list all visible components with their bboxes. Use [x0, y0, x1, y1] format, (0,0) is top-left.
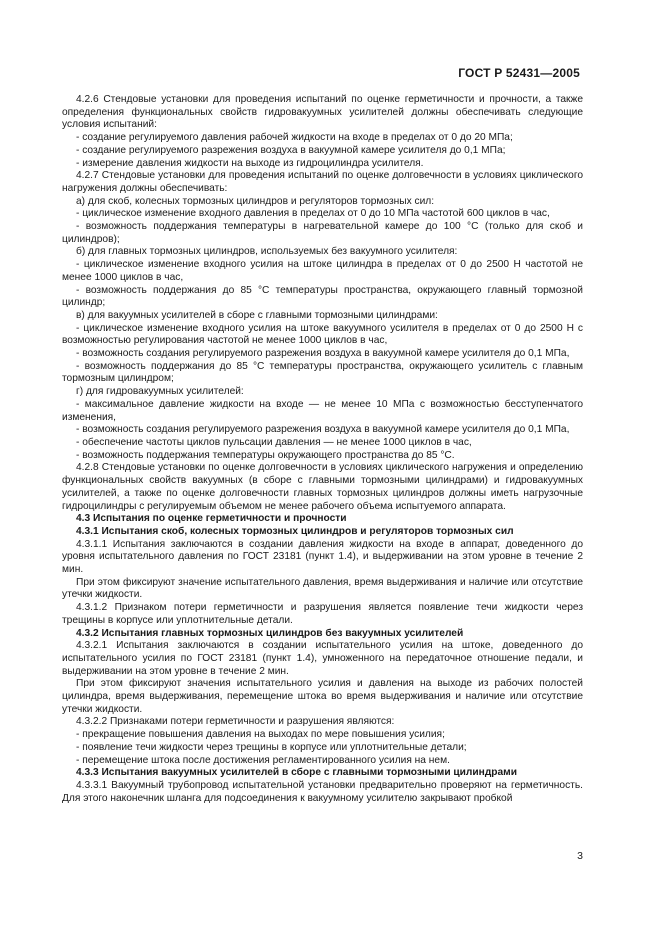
paragraph: - возможность поддержания до 85 °С температуры пространства, окружающего усилитель с главным тормозным цилиндром;: [62, 360, 583, 385]
paragraph: б) для главных тормозных цилиндров, используемых без вакуумного усилителя:: [76, 246, 458, 258]
paragraph: в) для вакуумных усилителей в сборе с главными тормозными цилиндрами:: [76, 309, 438, 321]
section-heading: 4.3.3 Испытания вакуумных усилителей в сборе с главными тормозными цилиндрами: [76, 767, 517, 779]
paragraph: - возможность создания регулируемого разрежения воздуха в вакуумной камере усилителя до 0,1 МПа,: [76, 348, 570, 360]
paragraph: - возможность создания регулируемого разрежения воздуха в вакуумной камере усилителя до 0,1 МПа,: [76, 424, 570, 436]
paragraph: - циклическое изменение входного давления в пределах от 0 до 10 МПа частотой 600 циклов в час,: [76, 208, 550, 220]
section-heading: 4.3.1 Испытания скоб, колесных тормозных цилиндров и регуляторов тормозных сил: [76, 525, 514, 537]
paragraph: 4.3.1.2 Признаком потери герметичности и разрушения является появление течи жидкости через трещины в корпусе или уплотнительные детали.: [62, 602, 583, 626]
paragraph: - циклическое изменение входного усилия на штоке вакуумного усилителя в пределах от 0 до 2500 Н с возможностью регулирования частотой не менее 1000 циклов в час,: [62, 322, 583, 347]
paragraph: 4.2.8 Стендовые установки по оценке долговечности в условиях циклического нагружения и определению функциональных свойств вакуумных (в сборе с главными тормозными цилиндрами) и гидровакуумных усилителей, а также по оценке долговечности главных тормозных цилиндров должны иметь нагрузочные гидроцилиндры с регулируемым объемом не менее рабочего объема испытуемого аппарата.: [62, 462, 583, 512]
paragraph: - прекращение повышения давления на выходах по мере повышения усилия;: [76, 729, 445, 741]
paragraph: 4.2.6 Стендовые установки для проведения испытаний по оценке герметичности и прочности, а также определения функциональных свойств гидровакуумных усилителей должны обеспечивать следующие условия испытаний:: [62, 94, 583, 131]
paragraph: - возможность поддержания до 85 °С температуры пространства, окружающего главный тормозной цилиндр;: [62, 284, 583, 309]
paragraph: 4.3.2.1 Испытания заключаются в создании испытательного усилия на штоке, доведенного до испытательного усилия по ГОСТ 23181 (пункт 1.4), умноженного на передаточное отношение педали, и выдерживании на этом уровне в течение 2 мин.: [62, 640, 583, 677]
paragraph: г) для гидровакуумных усилителей:: [76, 386, 244, 398]
section-heading: 4.3.2 Испытания главных тормозных цилиндров без вакуумных усилителей: [76, 627, 464, 639]
paragraph: - создание регулируемого разрежения воздуха в вакуумной камере усилителя до 0,1 МПа;: [76, 144, 506, 156]
paragraph: - создание регулируемого давления рабочей жидкости на входе в пределах от 0 до 20 МПа;: [76, 132, 513, 144]
paragraph: - циклическое изменение входного усилия на штоке цилиндра в пределах от 0 до 2500 Н частотой не менее 1000 циклов в час,: [62, 259, 583, 283]
document-body: [62, 94, 583, 805]
paragraph: При этом фиксируют значение испытательного давления, время выдерживания и наличие или отсутствие утечки жидкости.: [62, 576, 583, 601]
paragraph: - измерение давления жидкости на выходе из гидроцилиндра усилителя.: [76, 157, 424, 169]
section-heading: 4.3 Испытания по оценке герметичности и прочности: [76, 513, 347, 525]
paragraph: - обеспечение частоты циклов пульсации давления — не менее 1000 циклов в час,: [76, 436, 472, 448]
paragraph: 4.3.2.2 Признаками потери герметичности и разрушения являются:: [76, 716, 395, 728]
paragraph: - появление течи жидкости через трещины в корпусе или уплотнительные детали;: [76, 741, 467, 753]
paragraph: - возможность поддержания температуры окружающего пространства до 85 °С.: [76, 449, 455, 461]
document-header-standard-id: ГОСТ Р 52431—2005: [458, 66, 580, 80]
paragraph: При этом фиксируют значения испытательного усилия и давления на выходе из рабочих полостей цилиндра, время выдерживания, перемещение штока во время выдерживания и наличие или отсутствие утечки жидкости.: [62, 678, 583, 715]
paragraph: - перемещение штока после достижения регламентированного усилия на нем.: [76, 754, 450, 766]
paragraph: - максимальное давление жидкости на входе — не менее 10 МПа с возможностью бесступенчатого изменения,: [62, 398, 583, 423]
paragraph: - возможность поддержания температуры в нагревательной камере до 100 °С (только для скоб и цилиндров);: [62, 221, 583, 245]
paragraph: 4.3.1.1 Испытания заключаются в создании давления жидкости на входе в аппарат, доведенного до уровня испытательного давления по ГОСТ 23181 (пункт 1.4), и выдерживании на этом уровне в течение 2 мин.: [62, 538, 583, 576]
paragraph: 4.2.7 Стендовые установки для проведения испытаний по оценке долговечности в условиях циклического нагружения должны обеспечивать:: [62, 170, 583, 194]
page-number: 3: [577, 850, 583, 862]
paragraph: а) для скоб, колесных тормозных цилиндров и регуляторов тормозных сил:: [76, 195, 435, 207]
paragraph: 4.3.3.1 Вакуумный трубопровод испытательной установки предварительно проверяют на герметичность. Для этого наконечник шланга для подсоединения к вакуумному усилителю закрывают пробкой: [62, 779, 583, 804]
